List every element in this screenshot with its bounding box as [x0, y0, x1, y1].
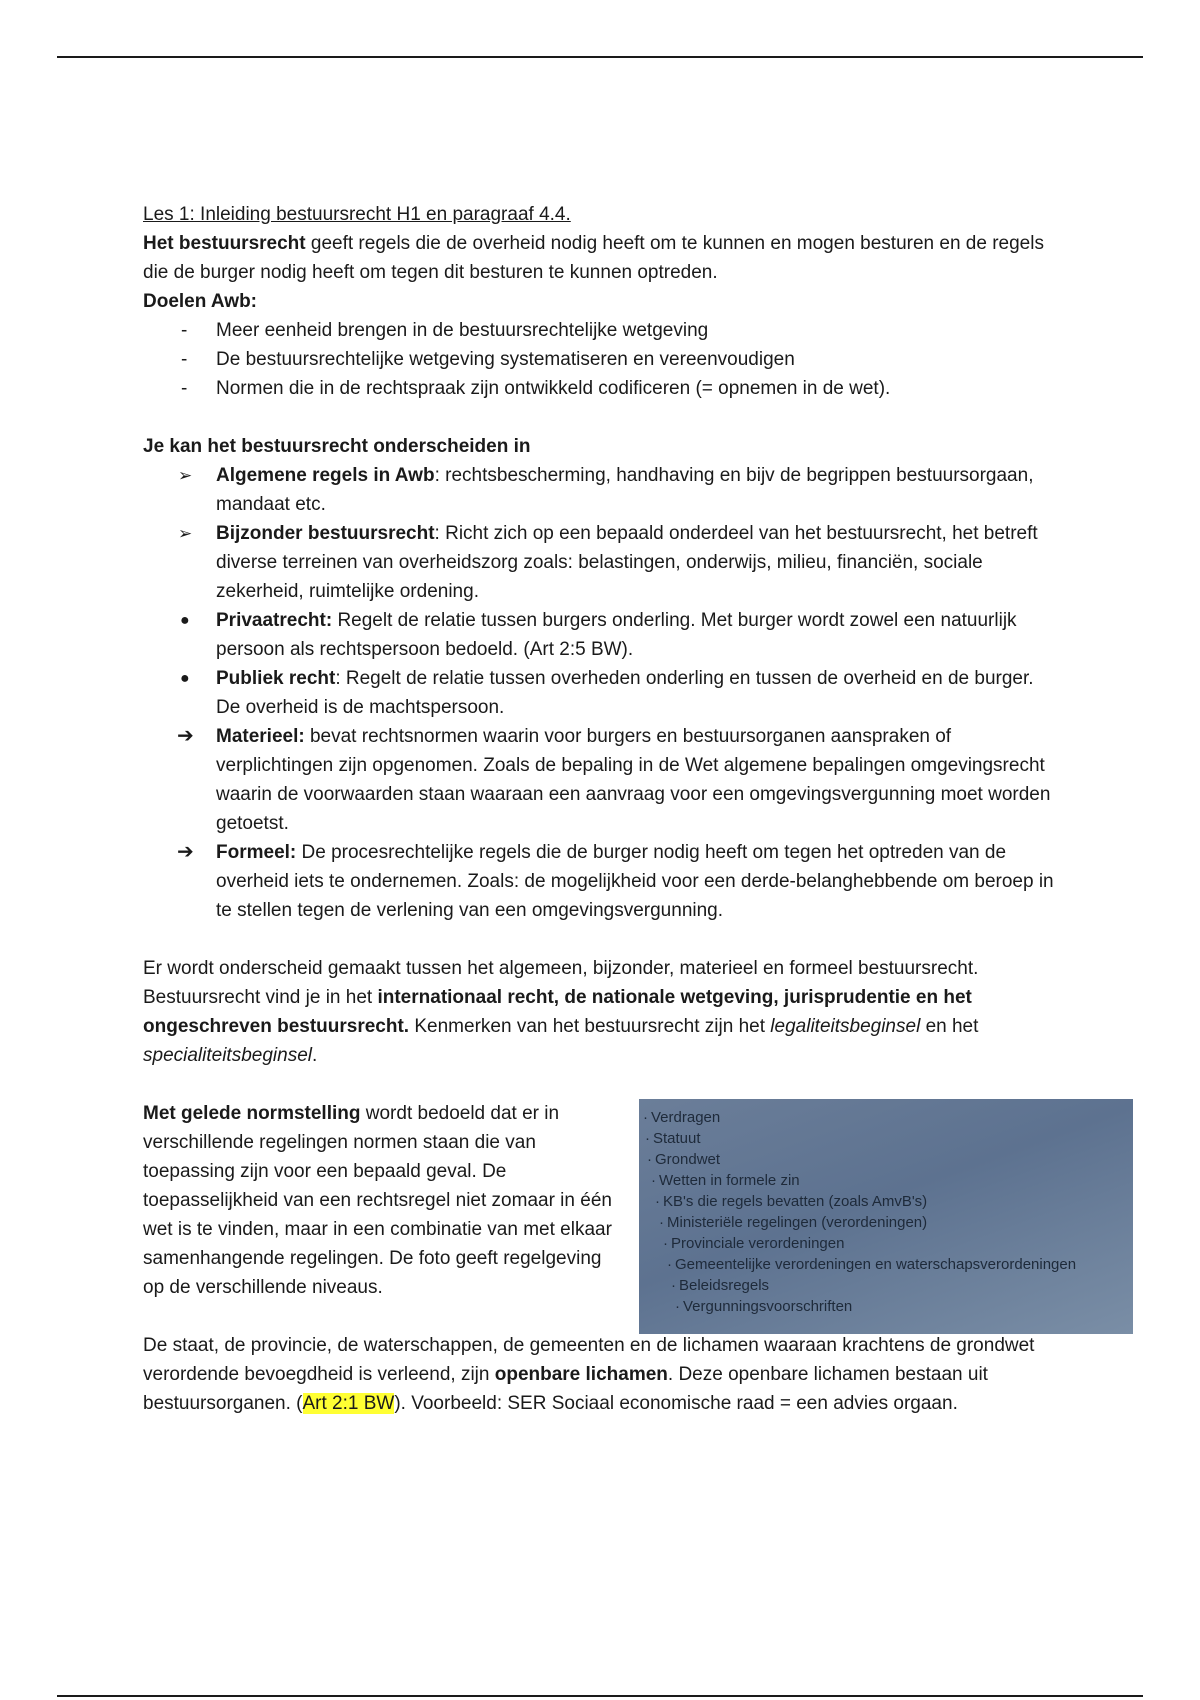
photo-list-item: · Vergunningsvoorschriften [675, 1298, 853, 1315]
photo-list-item: · Grondwet [647, 1151, 721, 1168]
photo-list-item: · KB's die regels bevatten (zoals AmvB's) [655, 1193, 928, 1210]
list-item-term: Publiek recht [216, 668, 336, 689]
photo-list-item: · Ministeriële regelingen (verordeningen) [659, 1214, 928, 1231]
photo-list-item: · Provinciale verordeningen [663, 1235, 845, 1252]
list-item [143, 519, 1063, 606]
arrowhead-bullet-icon: ➢ [178, 524, 193, 543]
normstelling-text: wordt bedoeld dat er in verschillende regelingen normen staan die van toepassing zijn voor een bepaald geval. De toepasselijkheid van een rechtsregel niet zomaar in één wet is te vinden, maar in een combinatie van met elkaar samenhangende regelingen. De foto geeft regelgeving op de verschillende niveaus. [143, 1103, 612, 1298]
intro-bold: Het bestuursrecht [143, 233, 306, 254]
spacer [143, 403, 1063, 432]
list-item-text: : rechtsbescherming, handhaving en bijv de begrippen bestuursorgaan, mandaat etc. [216, 465, 1034, 515]
summary-paragraph [143, 954, 1063, 1070]
bullet-icon: ● [180, 670, 190, 687]
lichamen-text: ). Voorbeeld: SER Sociaal economische raad = een advies orgaan. [394, 1393, 958, 1414]
lichamen-text: . Deze openbare lichamen bestaan uit bestuursorganen. ( [143, 1364, 988, 1414]
spacer [143, 1070, 1063, 1099]
lichamen-bold: openbare lichamen [494, 1364, 668, 1385]
page-title: Les 1: Inleiding bestuursrecht H1 en paragraaf 4.4. [143, 204, 571, 225]
list-item-text: : Richt zich op een bepaald onderdeel van het bestuursrecht, het betreft diverse terreinen van overheidszorg zoals: belastingen, onderwijs, milieu, financiën, sociale zekerheid, ruimtelijke ordening. [216, 523, 1038, 602]
arrow-right-icon: ➔ [177, 841, 194, 863]
photo-list [639, 1099, 1133, 1317]
footer-rule [57, 1695, 1143, 1697]
arrowhead-bullet-icon: ➢ [178, 466, 193, 485]
regelgeving-photo [639, 1099, 1133, 1334]
list-item-text: bevat rechtsnormen waarin voor burgers en bestuursorganen aanspraken of verplichtingen zijn opgenomen. Zoals de bepaling in de Wet algemene bepalingen omgevingsrecht waarin de voorwaarden staan waaraan een aanvraag voor een omgevingsvergunning moet worden getoetst. [216, 726, 1051, 834]
document-body [143, 200, 1077, 1418]
header-rule [57, 56, 1143, 58]
list-item [143, 345, 1063, 374]
photo-list-item: · Verdragen [643, 1109, 721, 1126]
lichamen-paragraph [143, 1331, 1063, 1418]
list-item [143, 838, 1063, 925]
list-item [143, 374, 1063, 403]
summary-text: Kenmerken van het bestuursrecht zijn het [409, 1016, 771, 1037]
photo-list-item: · Beleidsregels [671, 1277, 770, 1294]
photo-list-item: · Gemeentelijke verordeningen en waterschapsverordeningen [667, 1256, 1077, 1273]
list-item-term: Formeel: [216, 842, 297, 863]
lichamen-text: De staat, de provincie, de waterschappen, de gemeenten en de lichamen waaraan krachtens de grondwet verordende bevoegdheid is verleend, zijn [143, 1335, 1035, 1385]
dash-icon: - [181, 320, 188, 341]
list-item-text: Meer eenheid brengen in de bestuursrechtelijke wetgeving [216, 320, 709, 341]
intro-paragraph [143, 229, 1063, 287]
list-item-term: Materieel: [216, 726, 305, 747]
spacer [143, 925, 1063, 954]
doelen-list [143, 316, 1063, 403]
list-item-term: Algemene regels in Awb [216, 465, 435, 486]
summary-text: en het [920, 1016, 979, 1037]
summary-text: . [312, 1045, 318, 1066]
photo-list-item: · Statuut [645, 1130, 701, 1147]
summary-italic: specialiteitsbeginsel [143, 1045, 312, 1066]
intro-text: geeft regels die de overheid nodig heeft om te kunnen en mogen besturen en de regels die de burger nodig heeft om tegen dit besturen te kunnen optreden. [143, 233, 1044, 283]
onderscheid-title-text: Je kan het bestuursrecht onderscheiden in [143, 436, 531, 457]
normstelling-bold: Met gelede normstelling [143, 1103, 361, 1124]
dash-icon: - [181, 378, 188, 399]
list-item-text: : Regelt de relatie tussen overheden onderling en tussen de overheid en de burger. De overheid is de machtspersoon. [216, 668, 1034, 718]
list-item-term: Privaatrecht: [216, 610, 333, 631]
list-item [143, 722, 1063, 838]
list-item-text: De bestuursrechtelijke wetgeving systematiseren en vereenvoudigen [216, 349, 795, 370]
list-item-text: Normen die in de rechtspraak zijn ontwikkeld codificeren (= opnemen in de wet). [216, 378, 891, 399]
dash-icon: - [181, 349, 188, 370]
doelen-title-text: Doelen Awb: [143, 291, 258, 312]
highlighted-reference: Art 2:1 BW [302, 1393, 395, 1414]
list-item-term: Bijzonder bestuursrecht [216, 523, 435, 544]
onderscheid-title [143, 432, 1063, 461]
list-item [143, 316, 1063, 345]
list-item [143, 664, 1063, 722]
normstelling-paragraph [143, 1099, 613, 1302]
summary-bold: internationaal recht, de nationale wetgeving, jurisprudentie en het ongeschreven bestuursrecht. [143, 987, 972, 1037]
doelen-title [143, 287, 1063, 316]
photo-list-item: · Wetten in formele zin [651, 1172, 800, 1189]
normstelling-section [143, 1099, 1077, 1418]
list-item-text: De procesrechtelijke regels die de burger nodig heeft om tegen het optreden van de overheid iets te ondernemen. Zoals: de mogelijkheid voor een derde-belanghebbende om beroep in te stellen tegen de verlening van een omgevingsvergunning. [216, 842, 1054, 921]
list-item-text: Regelt de relatie tussen burgers onderling. Met burger wordt zowel een natuurlijk persoon als rechtspersoon bedoeld. (Art 2:5 BW). [216, 610, 1017, 660]
summary-italic: legaliteitsbeginsel [770, 1016, 921, 1037]
arrow-right-icon: ➔ [177, 725, 194, 747]
list-item [143, 606, 1063, 664]
list-item [143, 461, 1063, 519]
bullet-icon: ● [180, 612, 190, 629]
summary-text: Er wordt onderscheid gemaakt tussen het algemeen, bijzonder, materieel en formeel bestuursrecht. Bestuursrecht vind je in het [143, 958, 979, 1008]
onderscheid-list [143, 461, 1063, 925]
